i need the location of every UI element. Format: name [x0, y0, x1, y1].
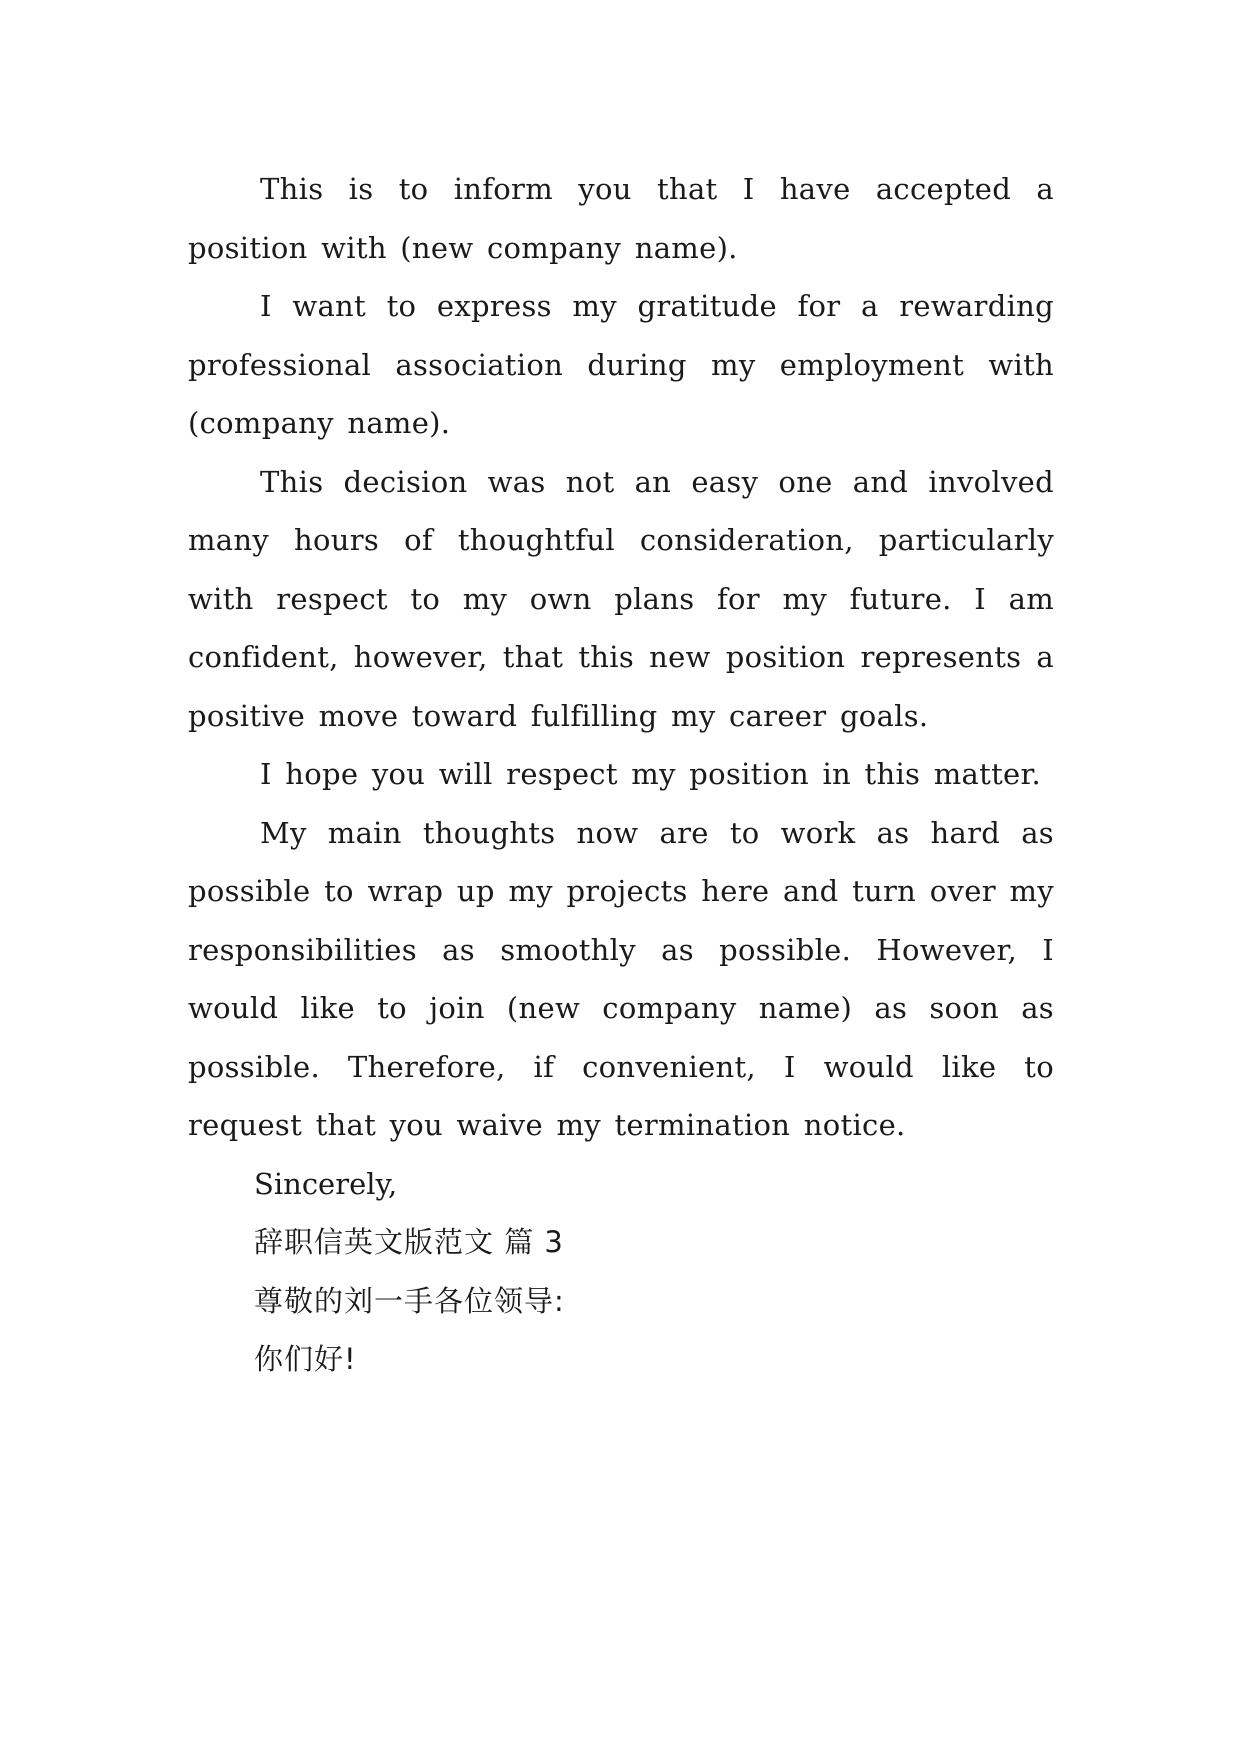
- greeting-line: 你们好!: [254, 1342, 357, 1376]
- salutation-line: 尊敬的刘一手各位领导:: [254, 1283, 565, 1318]
- letter-body: [188, 160, 1054, 1389]
- closing-line: Sincerely,: [254, 1166, 398, 1201]
- paragraph-accepted-position: This is to inform you that I have accepted a position with (new company name).: [188, 172, 1054, 265]
- section-heading: 辞职信英文版范文 篇 3: [254, 1225, 564, 1259]
- paragraph-decision: This decision was not an easy one and involved many hours of thoughtful consideration, particularly with respect to my own plans for my future. I am confident, however, that this new position represents a positive move toward fulfilling my career goals.: [188, 464, 1054, 733]
- paragraph-main-thoughts: My main thoughts now are to work as hard as possible to wrap up my projects here and turn over my responsibilities as smoothly as possible. However, I would like to join (new company name) as soon as possible. Therefore, if convenient, I would like to request that you waive my termination notice.: [188, 815, 1054, 1142]
- paragraph-respect: I hope you will respect my position in this matter.: [260, 757, 1042, 791]
- paragraph-gratitude: I want to express my gratitude for a rewarding professional association during my employment with (company name).: [188, 289, 1054, 440]
